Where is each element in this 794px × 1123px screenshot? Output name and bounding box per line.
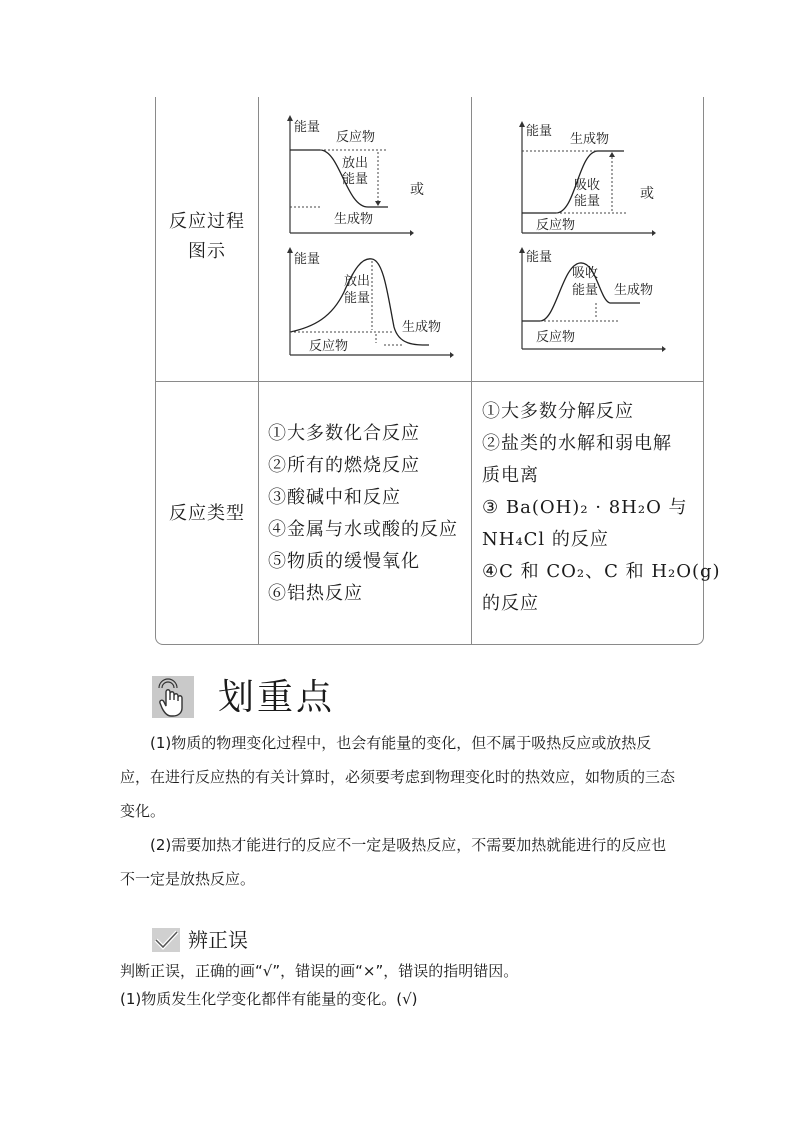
reactant-label: 反应物 [336, 130, 376, 145]
energy-axis-label: 能量 [294, 120, 321, 135]
release-label: 放出 [344, 274, 371, 289]
list-item: ⑥铝热反应 [268, 583, 363, 604]
highlight-title: 划重点 [218, 677, 336, 718]
judge-item-1: (1)物质发生化学变化都伴有能量的变化。(√) [120, 990, 418, 1008]
list-item: ①大多数分解反应 [482, 401, 634, 422]
absorb-label: 吸收 [572, 266, 599, 281]
list-item: ②所有的燃烧反应 [268, 455, 420, 476]
release-label: 放出 [342, 156, 369, 171]
product-label: 生成物 [402, 320, 442, 335]
energy-axis-label: 能量 [294, 252, 321, 267]
list-item: ③ Ba(OH)₂ · 8H₂O 与 [482, 497, 688, 518]
absorb-label: 能量 [572, 283, 599, 298]
or-label: 或 [410, 182, 424, 198]
exothermic-diagram-1 [284, 115, 414, 241]
reactant-label: 反应物 [536, 218, 576, 233]
list-item: 的反应 [482, 593, 539, 614]
list-item: NH₄Cl 的反应 [482, 529, 609, 550]
list-item: ⑤物质的缓慢氧化 [268, 551, 420, 572]
row-header-type: 反应类型 [169, 503, 245, 524]
absorb-label: 吸收 [574, 178, 601, 193]
exothermic-diagram-2 [284, 247, 454, 362]
exothermic-reaction-types [268, 418, 458, 610]
endothermic-diagram-2 [516, 247, 666, 357]
reactant-label: 反应物 [309, 339, 349, 354]
judge-instruction: 判断正误，正确的画“√”，错误的画“×”，错误的指明错因。 [120, 962, 519, 980]
list-item: ②盐类的水解和弱电解 [482, 433, 672, 454]
energy-axis-label: 能量 [526, 250, 553, 265]
endothermic-reaction-types [482, 396, 721, 620]
table-divider [156, 381, 703, 382]
reactant-label: 反应物 [536, 330, 576, 345]
list-item: ④C 和 CO₂、C 和 H₂O(g) [482, 561, 721, 582]
highlight-paragraph-2: (2)需要加热才能进行的反应不一定是吸热反应，不需要加热就能进行的反应也不一定是放热反应。 [120, 836, 667, 888]
absorb-label: 能量 [574, 194, 601, 209]
product-label: 生成物 [570, 132, 610, 147]
judge-title: 辨正误 [188, 928, 248, 952]
checkmark-icon [152, 928, 180, 952]
or-label: 或 [640, 186, 654, 202]
table-divider [258, 97, 259, 644]
list-item: ③酸碱中和反应 [268, 487, 401, 508]
product-label: 生成物 [334, 212, 374, 227]
table-divider [471, 97, 472, 644]
list-item: ①大多数化合反应 [268, 423, 420, 444]
product-label: 生成物 [614, 283, 654, 298]
release-label: 能量 [342, 172, 369, 187]
list-item: ④金属与水或酸的反应 [268, 519, 458, 540]
endothermic-diagram-1 [516, 121, 656, 239]
energy-axis-label: 能量 [526, 124, 553, 139]
release-label: 能量 [344, 291, 371, 306]
pointing-hand-icon [152, 676, 194, 718]
row-header-process: 反应过程 图示 [169, 211, 245, 262]
list-item: 质电离 [482, 465, 539, 486]
highlight-paragraph-1: (1)物质的物理变化过程中，也会有能量的变化，但不属于吸热反应或放热反应，在进行反应热的有关计算时，必须要考虑到物理变化时的热效应，如物质的三态变化。 [120, 734, 676, 820]
energy-table [155, 97, 721, 645]
